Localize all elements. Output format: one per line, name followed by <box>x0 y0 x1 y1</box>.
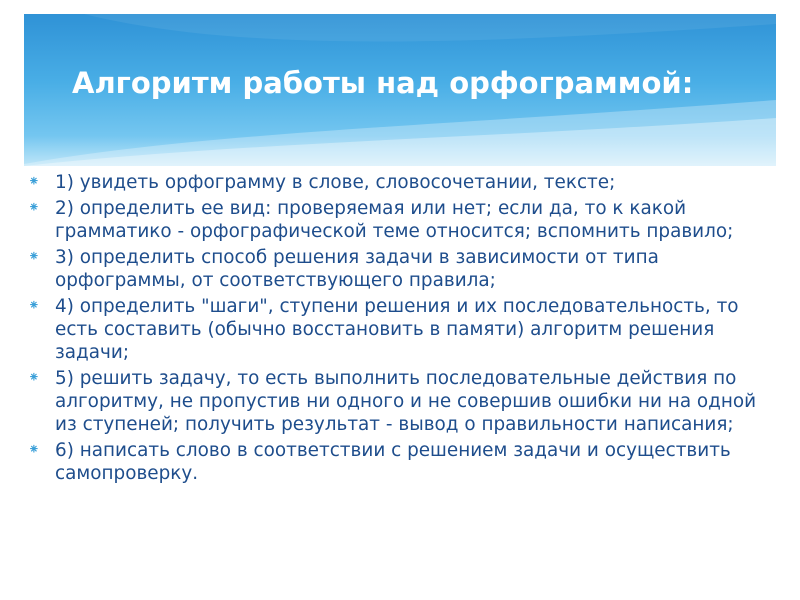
algorithm-steps-list <box>28 171 768 488</box>
list-item <box>28 367 768 436</box>
bullet-icon: ⁕ <box>28 370 40 386</box>
list-item <box>28 171 768 194</box>
list-item <box>28 246 768 292</box>
bullet-icon: ⁕ <box>28 249 40 265</box>
list-item <box>28 439 768 485</box>
bullet-icon: ⁕ <box>28 174 40 190</box>
step-text: 2) определить ее вид: проверяемая или нет; если да, то к какой грамматико - орфографической теме относится; вспомнить правило; <box>55 198 734 242</box>
bullet-icon: ⁕ <box>28 298 40 314</box>
step-text: 4) определить "шаги", ступени решения и их последовательность, то есть составить (обычно восстановить в памяти) алгоритм решения задачи; <box>55 296 739 363</box>
list-item <box>28 197 768 243</box>
list-item <box>28 295 768 364</box>
step-text: 1) увидеть орфограмму в слове, словосочетании, тексте; <box>55 172 616 193</box>
slide-title: Алгоритм работы над орфограммой: <box>72 66 694 100</box>
step-text: 5) решить задачу, то есть выполнить последовательные действия по алгоритму, не пропустив ни одного и не совершив ошибки ни на одной из ступеней; получить результат - вывод о правильности написания; <box>55 368 757 435</box>
bullet-icon: ⁕ <box>28 442 40 458</box>
bullet-icon: ⁕ <box>28 200 40 216</box>
step-text: 3) определить способ решения задачи в зависимости от типа орфограммы, от соответствующего правила; <box>55 247 659 291</box>
step-text: 6) написать слово в соответствии с решением задачи и осуществить самопроверку. <box>55 440 731 484</box>
